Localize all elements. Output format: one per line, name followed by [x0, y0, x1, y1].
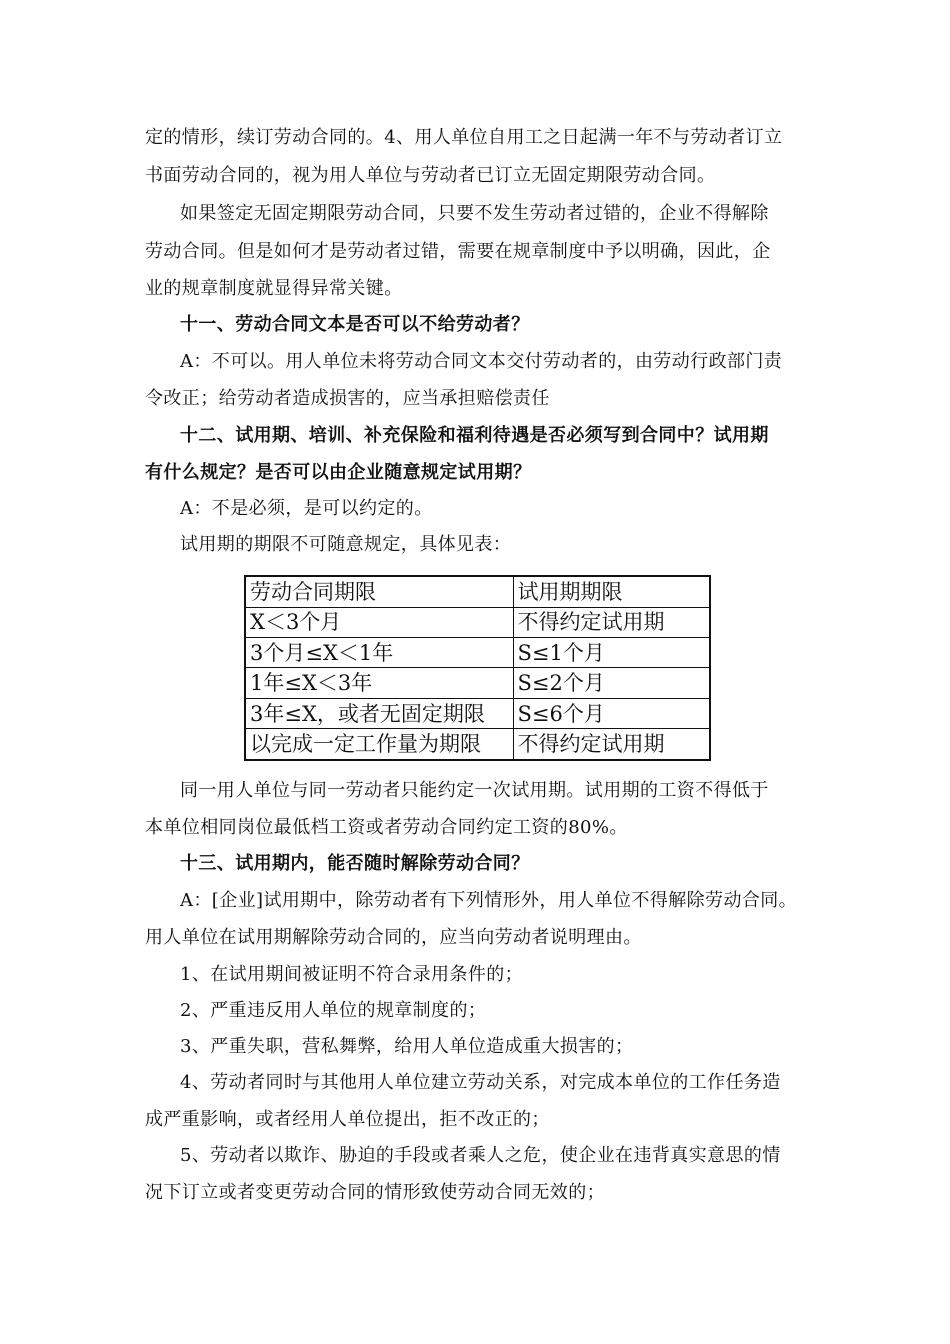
table-row: [245, 729, 710, 760]
paragraph-line: 定的情形，续订劳动合同的。4、用人单位自用工之日起满一年不与劳动者订立: [145, 127, 783, 148]
paragraph-line: 本单位相同岗位最低档工资或者劳动合同约定工资的80%。: [145, 817, 628, 838]
table-cell: 不得约定试用期: [513, 729, 710, 760]
table-cell: 1年≤X＜3年: [245, 668, 513, 698]
table-cell: 不得约定试用期: [513, 607, 710, 637]
table-row: [245, 638, 710, 668]
question-heading-11: 十一、劳动合同文本是否可以不给劳动者？: [180, 314, 530, 335]
table-row: [245, 607, 710, 637]
list-item-cont: 况下订立或者变更劳动合同的情形致使劳动合同无效的；: [145, 1182, 605, 1203]
answer-line: A：不可以。用人单位未将劳动合同文本交付劳动者的，由劳动行政部门责: [180, 351, 783, 372]
table-cell: 3个月≤X＜1年: [245, 638, 513, 668]
table-intro: 试用期的期限不可随意规定，具体见表：: [180, 534, 512, 555]
question-heading-12: 十二、试用期、培训、补充保险和福利待遇是否必须写到合同中？试用期: [180, 425, 769, 446]
list-item-cont: 成严重影响，或者经用人单位提出，拒不改正的；: [145, 1109, 550, 1130]
answer-line: 令改正；给劳动者造成损害的，应当承担赔偿责任: [145, 388, 550, 409]
table-cell: S≤2个月: [513, 668, 710, 698]
list-item: 4、劳动者同时与其他用人单位建立劳动关系，对完成本单位的工作任务造: [180, 1072, 781, 1093]
paragraph-line: 如果签定无固定期限劳动合同，只要不发生劳动者过错的，企业不得解除: [180, 203, 769, 224]
table-cell: 以完成一定工作量为期限: [245, 729, 513, 760]
table-header-cell: 试用期期限: [513, 576, 710, 607]
paragraph-line: 书面劳动合同的，视为用人单位与劳动者已订立无固定期限劳动合同。: [145, 165, 716, 186]
list-item: 2、严重违反用人单位的规章制度的；: [180, 1000, 487, 1021]
table-header-cell: 劳动合同期限: [245, 576, 513, 607]
table-cell: 3年≤X，或者无固定期限: [245, 698, 513, 728]
list-item: 1、在试用期间被证明不符合录用条件的；: [180, 964, 524, 985]
answer-line: 用人单位在试用期解除劳动合同的，应当向劳动者说明理由。: [145, 927, 642, 948]
table-row: [245, 668, 710, 698]
table-header-row: [245, 576, 710, 607]
answer-line: A：[企业]试用期中，除劳动者有下列情形外，用人单位不得解除劳动合同。: [180, 890, 798, 911]
table-cell: X＜3个月: [245, 607, 513, 637]
answer-line: A：不是必须，是可以约定的。: [180, 498, 433, 519]
probation-table: [244, 575, 709, 761]
table-row: [245, 698, 710, 728]
list-item: 5、劳动者以欺诈、胁迫的手段或者乘人之危，使企业在违背真实意思的情: [180, 1145, 781, 1166]
paragraph-line: 业的规章制度就显得异常关键。: [145, 278, 403, 299]
table-cell: S≤1个月: [513, 638, 710, 668]
paragraph-line: 同一用人单位与同一劳动者只能约定一次试用期。试用期的工资不得低于: [180, 780, 769, 801]
question-heading-12-cont: 有什么规定？是否可以由企业随意规定试用期？: [145, 462, 532, 483]
question-heading-13: 十三、试用期内，能否随时解除劳动合同？: [180, 853, 530, 874]
list-item: 3、严重失职，营私舞弊，给用人单位造成重大损害的；: [180, 1036, 634, 1057]
paragraph-line: 劳动合同。但是如何才是劳动者过错，需要在规章制度中予以明确，因此，企: [145, 241, 771, 262]
table-cell: S≤6个月: [513, 698, 710, 728]
